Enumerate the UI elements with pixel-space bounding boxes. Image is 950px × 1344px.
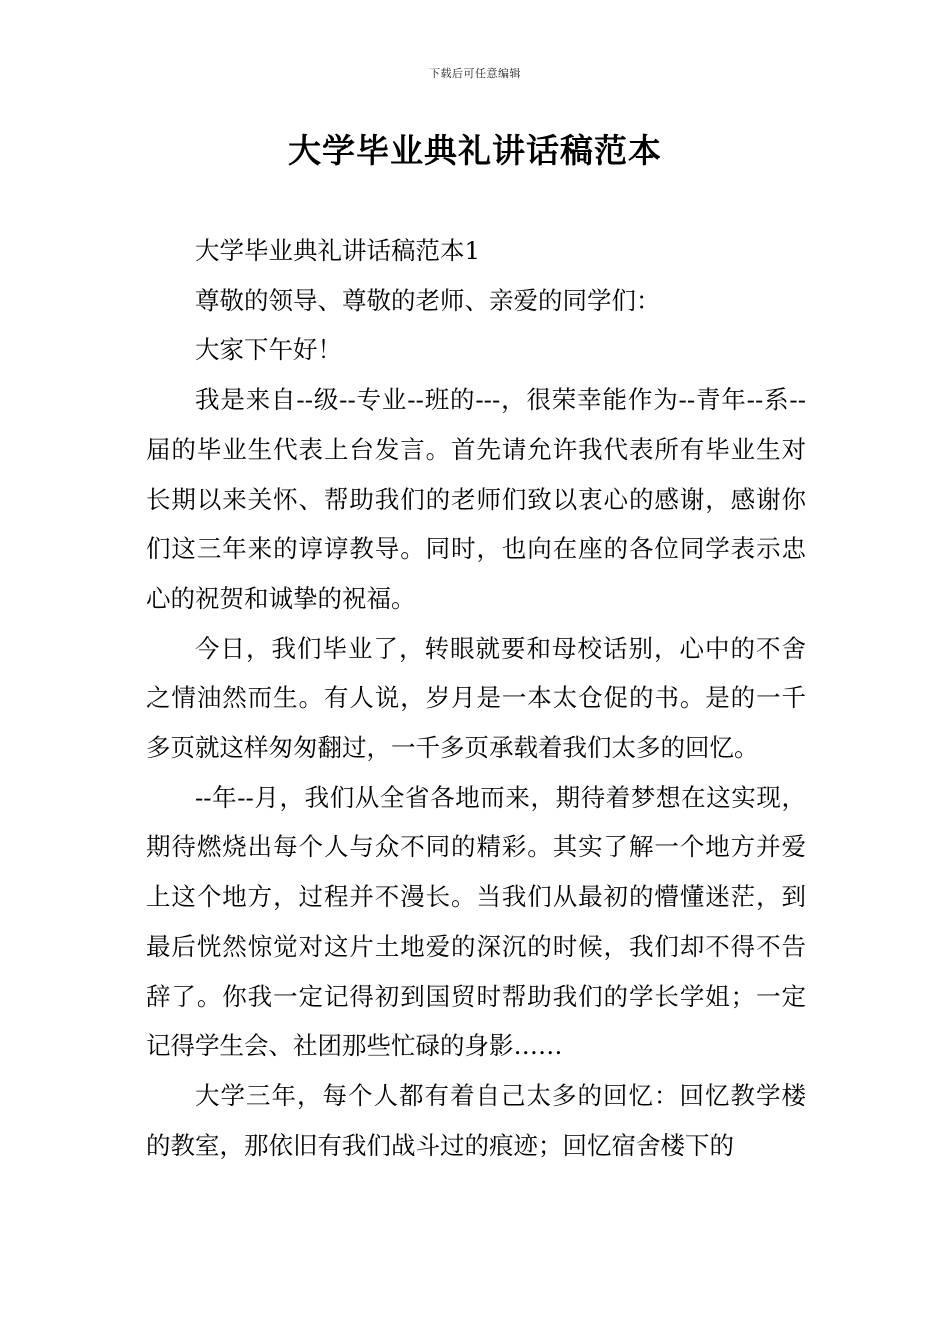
section-heading: 大学毕业典礼讲话稿范本1: [195, 236, 481, 265]
body-paragraph: --年--月，我们从全省各地而来，期待着梦想在这实现，期待燃烧出每个人与众不同的精彩。其实了解一个地方并爱上这个地方，过程并不漫长。当我们从最初的懵懂迷茫，到最后恍然惊觉对这片土地爱的深沉的时候，我们却不得不告辞了。你我一定记得初到国贸时帮助我们的学长学姐；一定记得学生会、社团那些忙碌的身影……: [146, 782, 806, 1061]
document-title: 大学毕业典礼讲话稿范本: [288, 131, 662, 170]
document-body: [146, 226, 806, 1170]
salutation: 尊敬的领导、尊敬的老师、亲爱的同学们：: [195, 285, 661, 315]
greeting: 大家下午好！: [195, 335, 342, 365]
body-paragraph: 今日，我们毕业了，转眼就要和母校话别，心中的不舍之情油然而生。有人说，岁月是一本太仓促的书。是的一千多页就这样匆匆翻过，一千多页承载着我们太多的回忆。: [146, 633, 806, 763]
body-paragraph: 我是来自--级--专业--班的---，很荣幸能作为--青年--系--届的毕业生代表上台发言。首先请允许我代表所有毕业生对长期以来关怀、帮助我们的老师们致以衷心的感谢，感谢你们这三年来的谆谆教导。同时，也向在座的各位同学表示忠心的祝贺和诚挚的祝福。: [146, 385, 806, 613]
header-note: 下载后可任意编辑: [429, 67, 521, 80]
body-paragraph: 大学三年，每个人都有着自己太多的回忆：回忆教学楼的教室，那依旧有我们战斗过的痕迹；回忆宿舍楼下的: [146, 1080, 806, 1160]
